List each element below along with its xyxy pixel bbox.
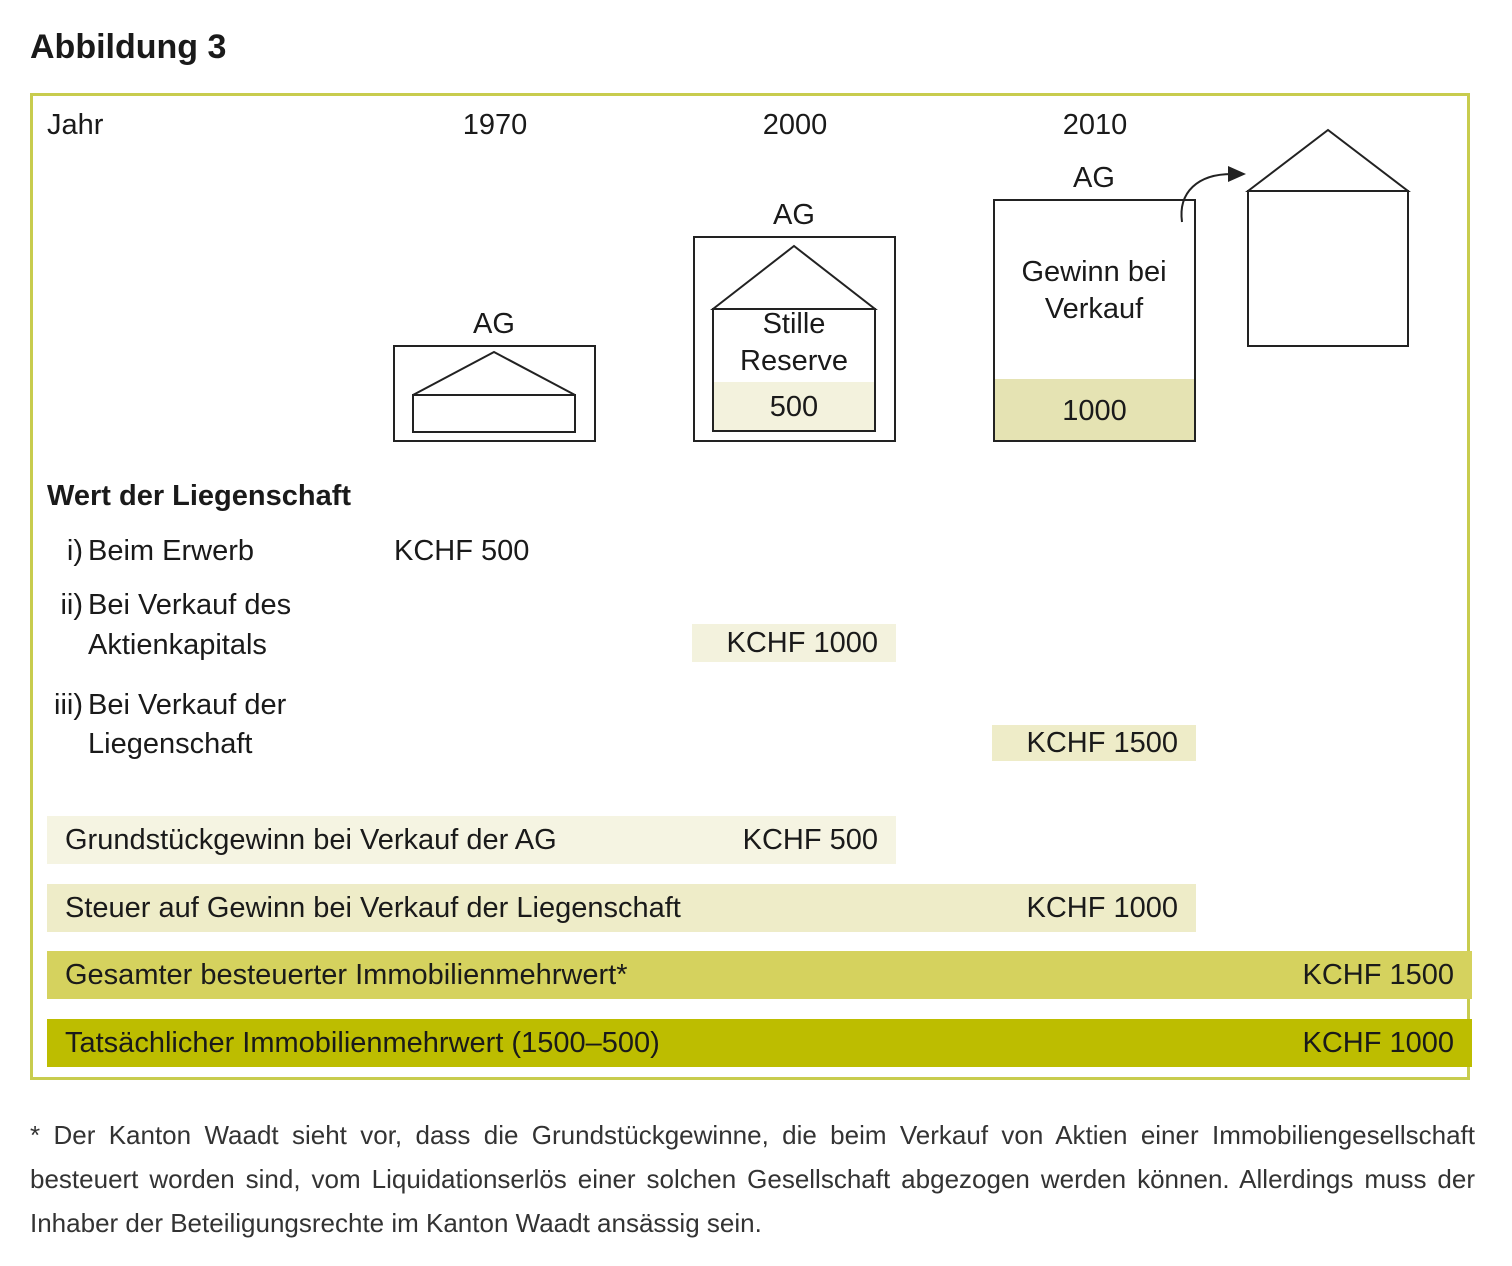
year-2010: 2010 xyxy=(1062,109,1128,141)
house-roof-icon xyxy=(1248,130,1408,191)
gain-value: 1000 xyxy=(1062,395,1127,427)
row-text-property-sale-2: Liegenschaft xyxy=(88,728,253,760)
house-body-icon xyxy=(1248,191,1408,346)
band-actual-value-value: KCHF 1000 xyxy=(1302,1026,1454,1059)
arrowhead-icon xyxy=(1228,166,1246,182)
hidden-reserve-label: Stille Reserve xyxy=(740,308,848,377)
footnote: * Der Kanton Waadt sieht vor, dass die Grundstückgewinne, die beim Verkauf von Aktien einer Immobiliengesellschaft besteuert worden sind, vom Liquidationserlös einer solchen Gesellschaft abgezogen werden können. Allerdings muss der Inhaber der Beteiligungsrechte im Kanton Waadt ansässig sein. xyxy=(30,1120,1475,1238)
band-actual-value-label: Tatsächlicher Immobilienmehrwert (1500–500) xyxy=(65,1026,660,1059)
year-2000: 2000 xyxy=(762,109,828,141)
sale-arrow-and-house xyxy=(1170,120,1420,360)
band-tax-on-gain xyxy=(47,884,1196,932)
value-share-sale: KCHF 1000 xyxy=(692,624,896,662)
row-marker-ii: ii) xyxy=(60,589,83,621)
hidden-reserve-value: 500 xyxy=(769,391,819,423)
year-axis-label: Jahr xyxy=(47,109,104,141)
row-marker-iii: iii) xyxy=(54,689,83,721)
row-text-acquisition: Beim Erwerb xyxy=(88,535,254,567)
gain-label: Gewinn bei Verkauf xyxy=(1021,256,1167,325)
value-property-sale: KCHF 1500 xyxy=(992,725,1196,761)
value-section-heading: Wert der Liegenschaft xyxy=(47,480,352,512)
band-property-gain-value: KCHF 500 xyxy=(742,823,878,856)
band-tax-on-gain-label: Steuer auf Gewinn bei Verkauf der Liegenschaft xyxy=(65,891,681,924)
company-label-2010: AG xyxy=(1073,162,1115,194)
company-label-2000: AG xyxy=(773,199,815,231)
band-total-taxed xyxy=(47,951,1472,999)
band-tax-on-gain-value: KCHF 1000 xyxy=(1026,891,1178,924)
row-text-share-sale-2: Aktienkapitals xyxy=(88,629,267,661)
band-actual-value xyxy=(47,1019,1472,1067)
figure-title: Abbildung 3 xyxy=(30,28,227,66)
band-total-taxed-label: Gesamter besteuerter Immobilienmehrwert* xyxy=(65,958,628,991)
band-total-taxed-value: KCHF 1500 xyxy=(1302,958,1454,991)
band-property-gain xyxy=(47,816,896,864)
company-label-1970: AG xyxy=(473,308,515,340)
value-acquisition: KCHF 500 xyxy=(394,535,530,567)
row-text-share-sale-1: Bei Verkauf des xyxy=(88,589,292,621)
house-icon-1970 xyxy=(393,345,596,442)
arrow-icon xyxy=(1181,174,1232,222)
year-1970: 1970 xyxy=(462,109,528,141)
band-property-gain-label: Grundstückgewinn bei Verkauf der AG xyxy=(65,823,557,856)
row-text-property-sale-1: Bei Verkauf der xyxy=(88,689,287,721)
row-marker-i: i) xyxy=(66,535,83,567)
